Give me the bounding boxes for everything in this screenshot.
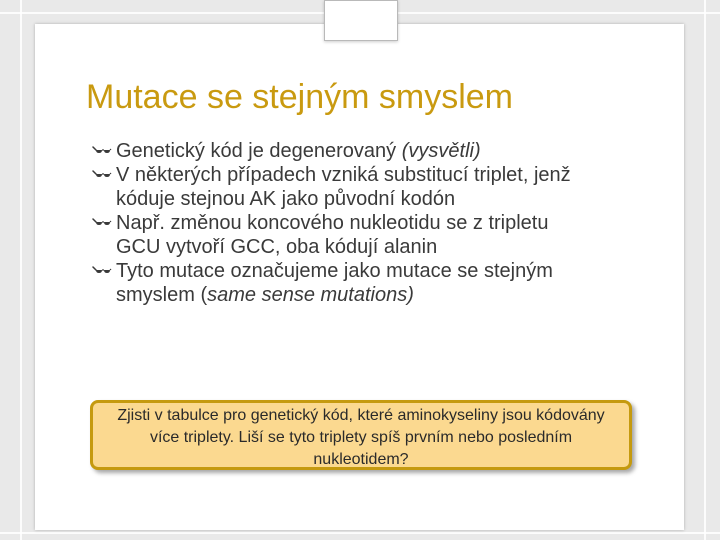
bullet-text: Např. změnou koncového nukleotidu se z tripletu GCU vytvoří GCC, oba kódují alanin — [116, 212, 549, 258]
bullet-text: Tyto mutace označujeme jako mutace se stejným smyslem ( — [116, 260, 553, 306]
bullet-text-emphasis: same sense mutations) — [207, 284, 414, 306]
bullet-item — [92, 259, 592, 307]
background-line — [704, 0, 706, 540]
reading-glasses-icon — [92, 216, 112, 230]
slide-tab — [324, 0, 398, 41]
bullet-text: V některých případech vzniká substitucí triplet, jenž kóduje stejnou AK jako původní kodón — [116, 164, 571, 210]
background-line — [0, 532, 720, 534]
reading-glasses-icon — [92, 264, 112, 278]
slide-title: Mutace se stejným smyslem — [86, 78, 513, 116]
background-line — [20, 0, 22, 540]
bullet-text: Genetický kód je degenerovaný — [116, 140, 402, 162]
task-box: Zjisti v tabulce pro genetický kód, které aminokyseliny jsou kódovány více triplety. Liší se tyto triplety spíš prvním nebo posledním nukleotidem? — [90, 400, 632, 470]
bullet-item — [92, 163, 592, 211]
bullet-list — [92, 139, 592, 307]
reading-glasses-icon — [92, 144, 112, 158]
bullet-item — [92, 211, 592, 259]
bullet-text-emphasis: (vysvětli) — [401, 140, 481, 162]
bullet-item — [92, 139, 592, 163]
reading-glasses-icon — [92, 168, 112, 182]
